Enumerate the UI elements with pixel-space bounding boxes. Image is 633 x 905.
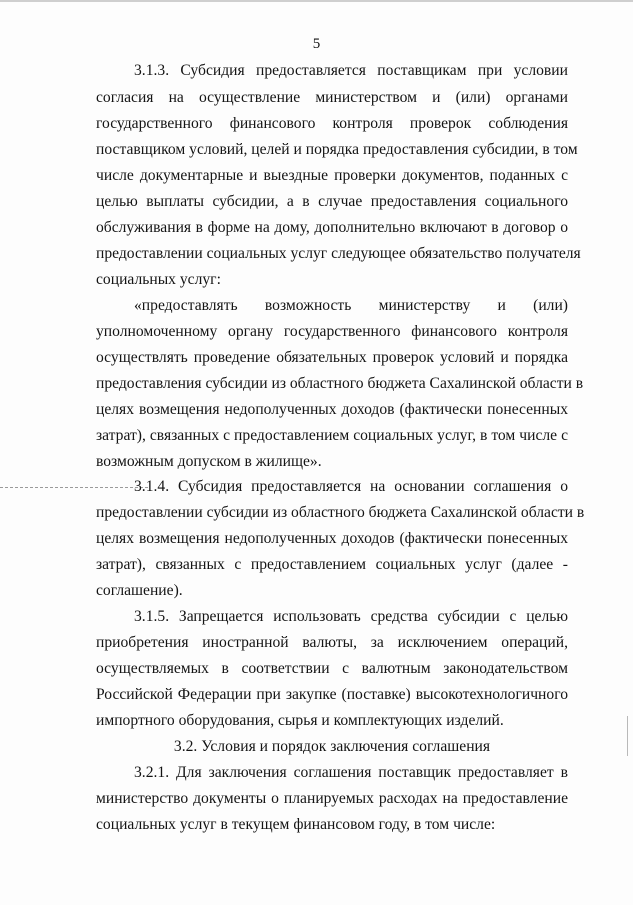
paragraph-3-1-3-line: государственного финансового контроля проверок соблюдения: [96, 115, 568, 132]
quote-line: «предоставлять возможность министерству и (или): [134, 297, 568, 314]
quote-line: уполномоченному органу государственного финансового контроля: [96, 323, 568, 340]
scan-artifact-mark: [627, 716, 628, 756]
paragraph-3-1-3-line: социальных услуг:: [96, 271, 221, 288]
paragraph-3-1-3-line: 3.1.3. Субсидия предоставляется поставщикам при условии: [134, 62, 568, 79]
paragraph-3-1-5-line: приобретения иностранной валюты, за исключением операций,: [96, 634, 568, 651]
paragraph-3-1-4-line: соглашение).: [96, 582, 183, 599]
quote-line: предоставления субсидии из областного бюджета Сахалинской области в: [96, 375, 584, 392]
page-number: 5: [312, 36, 321, 52]
paragraph-3-1-3-line: целью выплаты субсидии, а в случае предоставления социального: [96, 193, 568, 210]
paragraph-3-2-1-line: 3.2.1. Для заключения соглашения поставщик предоставляет в: [134, 764, 568, 781]
paragraph-3-1-4-line: целях возмещения недополученных доходов (фактически понесенных: [96, 530, 568, 547]
paragraph-3-2-1-line: социальных услуг в текущем финансовом году, в том числе:: [96, 816, 496, 833]
paragraph-3-1-3-line: поставщиком условий, целей и порядка предоставления субсидии, в том: [96, 141, 578, 158]
paragraph-3-1-5-line: Российской Федерации при закупке (поставке) высокотехнологичного: [96, 686, 568, 703]
paragraph-3-1-4-line: затрат), связанных с предоставлением социальных услуг (далее -: [96, 556, 568, 573]
paragraph-3-1-3-line: согласия на осуществление министерством и (или) органами: [96, 89, 568, 106]
paragraph-3-1-4-line: 3.1.4. Субсидия предоставляется на основании соглашения о: [134, 478, 568, 495]
paragraph-3-1-3-line: обслуживания в форме на дому, дополнительно включают в договор о: [96, 219, 568, 236]
paragraph-3-1-4-line: предоставлении субсидии из областного бюджета Сахалинской области в: [96, 504, 585, 521]
paragraph-3-2-1-line: министерство документы о планируемых расходах на предоставление: [96, 790, 568, 807]
scan-artifact-line: [0, 487, 148, 488]
quote-line: возможным допуском в жилище».: [96, 453, 322, 470]
quote-line: целях возмещения недополученных доходов (фактически понесенных: [96, 401, 568, 418]
paragraph-3-1-3-line: предоставлении социальных услуг следующее обязательство получателя: [96, 245, 581, 262]
scan-top-edge: [0, 0, 633, 2]
quote-line: осуществлять проведение обязательных проверок условий и порядка: [96, 349, 568, 366]
section-heading: 3.2. Условия и порядок заключения соглашения: [173, 738, 491, 755]
paragraph-3-1-3-line: числе документарные и выездные проверки документов, поданных с: [96, 167, 568, 184]
paragraph-3-1-5-line: импортного оборудования, сырья и комплектующих изделий.: [96, 712, 504, 729]
paragraph-3-1-5-line: осуществляемых в соответствии с валютным законодательством: [96, 660, 568, 677]
paragraph-3-1-5-line: 3.1.5. Запрещается использовать средства субсидии с целью: [134, 608, 568, 625]
quote-line: затрат), связанных с предоставлением социальных услуг, в том числе с: [96, 427, 568, 444]
